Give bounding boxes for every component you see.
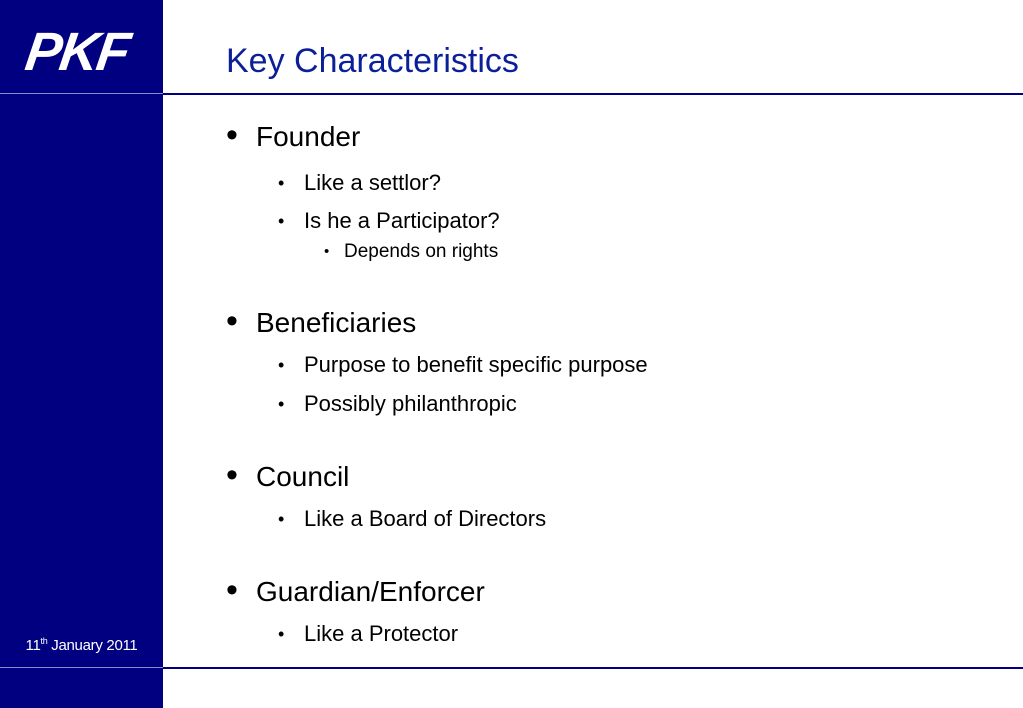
date-suffix: th bbox=[40, 636, 48, 646]
bullet-dot-icon: • bbox=[226, 116, 238, 154]
bullet-dot-icon: • bbox=[226, 456, 238, 494]
bullet-dot-icon: • bbox=[278, 394, 285, 414]
logo-text: PKF bbox=[21, 22, 133, 82]
sub-bullet-text: Is he a Participator? bbox=[304, 208, 500, 233]
section-heading: Founder bbox=[256, 121, 361, 152]
sidebar-divider-top bbox=[0, 93, 163, 94]
sub-bullet-text: Like a settlor? bbox=[304, 170, 441, 195]
date-day: 11 bbox=[25, 637, 41, 654]
bullet-dot-icon: • bbox=[278, 509, 285, 529]
bullet-dot-icon: • bbox=[278, 624, 285, 644]
bullet-dot-icon: • bbox=[226, 302, 238, 340]
date-month-year: January 2011 bbox=[47, 637, 138, 654]
sub-bullet-text: Like a Protector bbox=[304, 621, 459, 646]
sub-sub-bullet-text: Depends on rights bbox=[344, 241, 499, 262]
sidebar bbox=[0, 0, 163, 708]
bullet-dot-icon: • bbox=[278, 173, 285, 193]
title-divider bbox=[163, 93, 1023, 95]
bullet-dot-icon: • bbox=[278, 355, 285, 375]
sub-bullet-text: Like a Board of Directors bbox=[304, 506, 547, 531]
section-heading: Beneficiaries bbox=[256, 307, 417, 338]
bullet-dot-icon: • bbox=[278, 211, 285, 231]
sub-bullet-text: Possibly philanthropic bbox=[304, 391, 517, 416]
footer-date bbox=[0, 637, 163, 654]
sidebar-divider-bottom bbox=[0, 667, 163, 668]
bullet-dot-icon: • bbox=[226, 571, 238, 609]
bullet-dot-icon: • bbox=[324, 243, 330, 260]
section-heading: Guardian/Enforcer bbox=[256, 576, 485, 607]
section-heading: Council bbox=[256, 461, 350, 492]
footer-divider bbox=[163, 667, 1023, 669]
pkf-logo bbox=[21, 22, 136, 82]
slide-title: Key Characteristics bbox=[226, 42, 519, 80]
sub-bullet-text: Purpose to benefit specific purpose bbox=[304, 352, 648, 377]
